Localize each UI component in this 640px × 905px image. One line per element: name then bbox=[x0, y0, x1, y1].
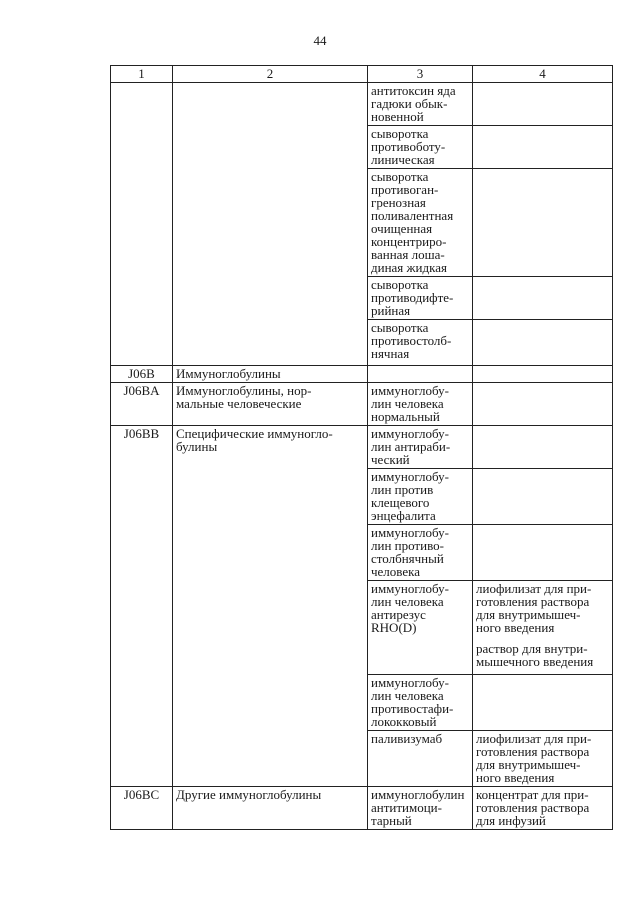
code-cell: J06BB bbox=[111, 426, 173, 787]
code-cell: J06BA bbox=[111, 383, 173, 426]
drug-cell: сыворотка противодифте- рийная bbox=[368, 277, 473, 320]
drug-cell: иммуноглобу- лин против клещевого энцефалита bbox=[368, 469, 473, 525]
drug-cell: иммуноглобу- лин человека антирезус RHO(D) bbox=[368, 581, 473, 675]
drug-table bbox=[110, 65, 613, 830]
form-cell bbox=[473, 525, 613, 581]
form-cell bbox=[473, 83, 613, 126]
form-cell bbox=[473, 426, 613, 469]
table-row bbox=[111, 426, 613, 469]
form-cell bbox=[473, 277, 613, 320]
form-cell: концентрат для при- готовления раствора для инфузий bbox=[473, 787, 613, 830]
drug-cell: паливизумаб bbox=[368, 731, 473, 787]
drug-cell: иммуноглобу- лин противо- столбнячный человека bbox=[368, 525, 473, 581]
form-text: раствор для внутри- мышечного введения bbox=[476, 641, 594, 669]
column-header: 4 bbox=[473, 66, 613, 83]
code-cell: J06BC bbox=[111, 787, 173, 830]
form-cell bbox=[473, 383, 613, 426]
group-cell: Иммуноглобулины bbox=[173, 366, 368, 383]
table-row bbox=[111, 83, 613, 126]
code-cell bbox=[111, 83, 173, 366]
drug-cell: иммуноглобулин антитимоци- тарный bbox=[368, 787, 473, 830]
drug-cell: иммуноглобу- лин антираби- ческий bbox=[368, 426, 473, 469]
group-cell bbox=[173, 83, 368, 366]
table-row bbox=[111, 383, 613, 426]
form-text: лиофилизат для при- готовления раствора для внутримышеч- ного введения bbox=[476, 581, 592, 635]
form-cell bbox=[473, 169, 613, 277]
group-cell: Специфические иммуногло- булины bbox=[173, 426, 368, 787]
form-cell: лиофилизат для при- готовления раствора для внутримышеч- ного введения bbox=[473, 731, 613, 787]
table-header-row bbox=[111, 66, 613, 83]
table-row bbox=[111, 366, 613, 383]
group-cell: Другие иммуноглобулины bbox=[173, 787, 368, 830]
form-cell bbox=[473, 366, 613, 383]
drug-cell: сыворотка противоботу- линическая bbox=[368, 126, 473, 169]
drug-cell: иммуноглобу- лин человека нормальный bbox=[368, 383, 473, 426]
drug-cell: сыворотка противоган- гренозная поливалентная очищенная концентриро- ванная лоша- диная жидкая bbox=[368, 169, 473, 277]
form-cell bbox=[473, 581, 613, 675]
drug-cell bbox=[368, 366, 473, 383]
form-cell bbox=[473, 675, 613, 731]
column-header: 2 bbox=[173, 66, 368, 83]
form-cell bbox=[473, 320, 613, 366]
table-row bbox=[111, 787, 613, 830]
form-cell bbox=[473, 126, 613, 169]
column-header: 3 bbox=[368, 66, 473, 83]
form-cell bbox=[473, 469, 613, 525]
drug-cell: сыворотка противостолб- нячная bbox=[368, 320, 473, 366]
code-cell: J06B bbox=[111, 366, 173, 383]
group-cell: Иммуноглобулины, нор- мальные человеческие bbox=[173, 383, 368, 426]
page-number: 44 bbox=[313, 33, 327, 48]
column-header: 1 bbox=[111, 66, 173, 83]
drug-cell: антитоксин яда гадюки обык- новенной bbox=[368, 83, 473, 126]
drug-cell: иммуноглобу- лин человека противостафи- лококковый bbox=[368, 675, 473, 731]
